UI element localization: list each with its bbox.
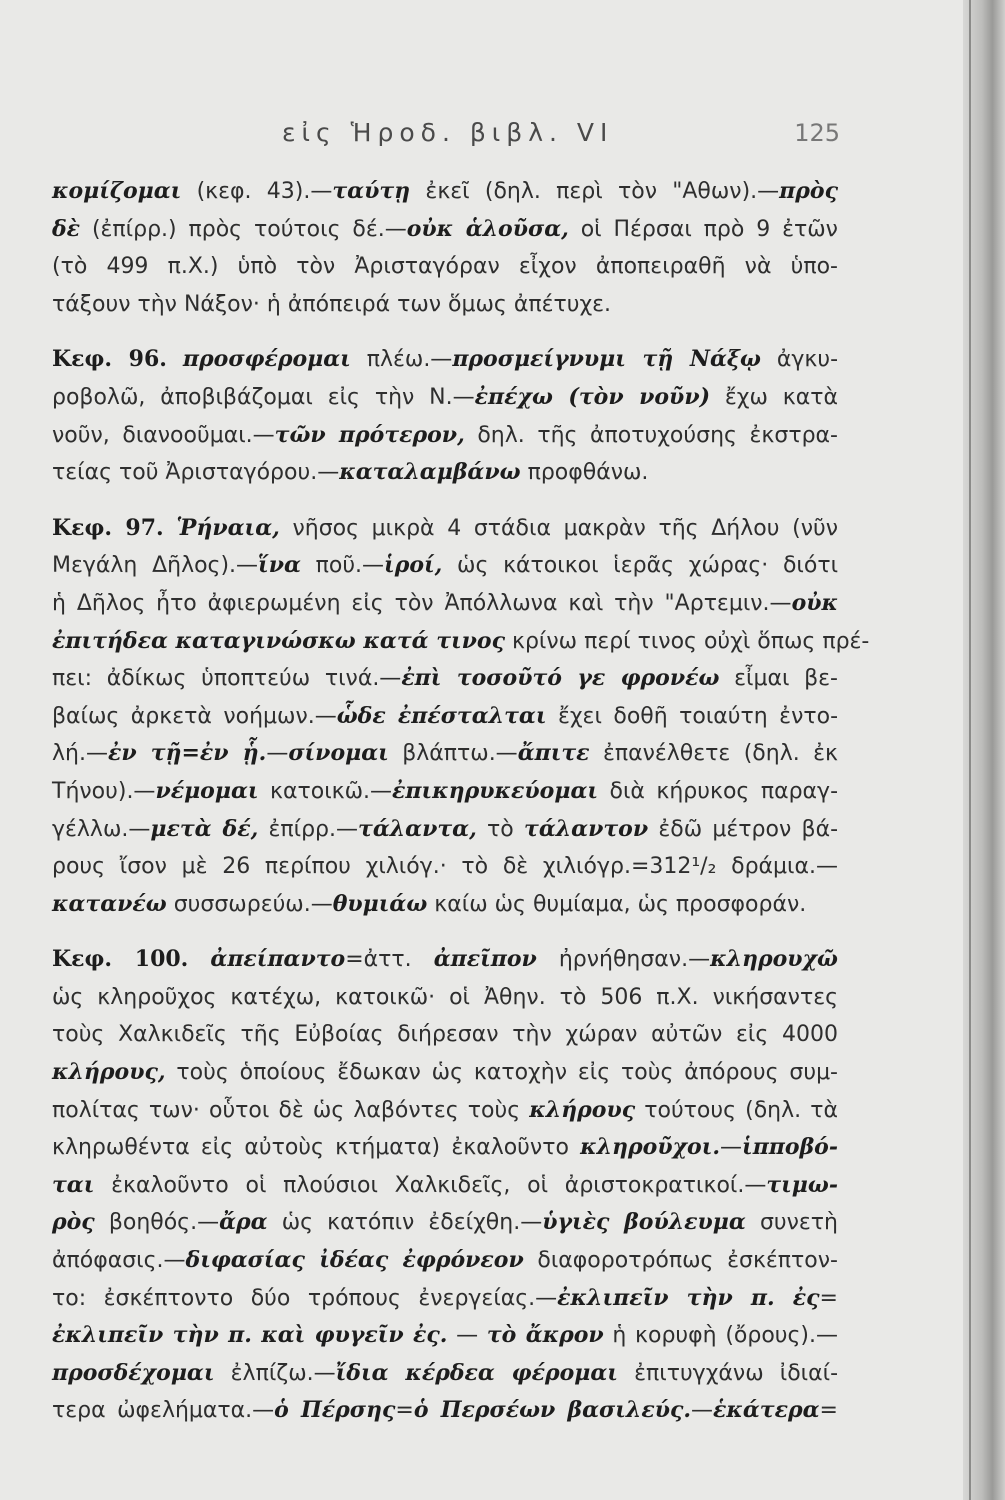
gloss-term: κομίζομαι	[52, 178, 182, 204]
gloss-term: ἵνα	[258, 552, 301, 579]
text-line	[52, 660, 838, 698]
gloss-text: εἶμαι βε-	[719, 666, 838, 692]
text-line	[52, 735, 838, 773]
gloss-term: ἐπέχω (τὸν νοῦν)	[474, 383, 710, 410]
gloss-text: λή.—	[52, 741, 108, 767]
gloss-term: τιμω-	[766, 1171, 838, 1198]
gloss-text: ἐλπίζω.—	[214, 1360, 336, 1386]
gloss-term: ται	[52, 1171, 95, 1198]
text-line	[52, 698, 838, 736]
gloss-text: (ἐπίρρ.) πρὸς τούτοις δέ.—	[80, 216, 407, 242]
gloss-text: τερα ὠφελήματα.—	[52, 1398, 275, 1424]
gloss-text: συσσωρεύω.—	[166, 891, 333, 917]
gloss-term: τῶν πρότερον,	[274, 421, 465, 448]
gloss-term: κλήρους	[529, 1096, 636, 1123]
gloss-text: νοῦν, διανοοῦμαι.—	[52, 422, 275, 448]
gloss-text: ὡς κατόπιν ἐδείχθη.—	[267, 1210, 543, 1236]
gloss-term: ἀπεῖπον	[433, 946, 537, 973]
gloss-term: κληρουχῶ	[710, 946, 838, 973]
gloss-term: οὐκ ἁλοῦσα,	[406, 215, 569, 242]
gloss-term: ὧδε ἐπέσταλται	[336, 702, 547, 729]
gloss-text: ὡς κληροῦχος κατέχω, κατοικῶ· οἱ Ἀθην. τὸ 506 π.Χ. νικήσαντες	[52, 984, 838, 1010]
gloss-term: ἄρα	[219, 1209, 268, 1236]
gloss-text: ἐκεῖ (δηλ. περὶ τὸν "Αθων).—	[410, 179, 780, 204]
text-line	[52, 510, 838, 548]
gloss-text: δηλ. τῆς ἀποτυχούσης ἐκστρα-	[464, 422, 838, 448]
text-line	[52, 547, 838, 585]
text-line	[52, 941, 838, 979]
gloss-text: βλάπτω.—	[388, 741, 518, 767]
gloss-text: =	[395, 1398, 414, 1424]
gloss-text: ποῦ.—	[300, 553, 385, 579]
gloss-text: τὸ	[476, 816, 525, 842]
gloss-text: το: ἐσκέπτοντο δύο τρόπους ἐνεργείας.—	[52, 1285, 558, 1311]
gloss-text: κρίνω περί τινος οὐχὶ ὅπως πρέ-	[505, 628, 870, 654]
text-line	[52, 1167, 838, 1205]
gloss-text: πει: ἀδίκως ὑποπτεύω τινά.—	[52, 666, 402, 692]
gloss-text: Μεγάλη Δῆλος).—	[52, 553, 259, 579]
gloss-term: ἐκλιπεῖν τὴν π. καὶ φυγεῖν ἐς.	[52, 1322, 448, 1349]
gloss-text: πολίτας των· οὗτοι δὲ ὡς λαβόντες τοὺς	[52, 1097, 530, 1123]
gloss-text: πλέω.—	[350, 347, 453, 373]
gloss-text: —	[447, 1323, 487, 1349]
gloss-term: μετὰ δέ,	[150, 815, 259, 842]
gloss-text: γέλλω.—	[52, 816, 151, 842]
gloss-term: πρὸς	[779, 178, 838, 204]
gloss-text: =	[819, 1398, 838, 1424]
gloss-term: ρὸς	[52, 1209, 95, 1236]
text-line	[52, 886, 838, 924]
gloss-text: ἐπανέλθετε (δηλ. ἐκ	[589, 741, 838, 767]
gloss-term: οὐκ	[791, 589, 838, 616]
gloss-text: προφθάνω.	[520, 460, 649, 486]
page-edge-line	[969, 0, 971, 1500]
text-line	[52, 585, 838, 623]
gloss-text: ἀγκυ-	[760, 347, 839, 373]
page-header	[50, 118, 840, 152]
gloss-term: νέμομαι	[155, 777, 259, 804]
gloss-term: ὁ Περσέων βασιλεύς.	[413, 1397, 692, 1424]
gloss-text: —	[720, 1135, 743, 1161]
gloss-term: δὲ	[52, 215, 81, 242]
gloss-term: ἄπιτε	[517, 740, 590, 767]
text-line	[52, 211, 838, 249]
gloss-term: τὸ ἄκρον	[486, 1322, 604, 1349]
gloss-text: βαίως ἀρκετὰ νοήμων.—	[52, 703, 337, 729]
gloss-term: κλήρους,	[52, 1059, 166, 1086]
text-line	[52, 979, 838, 1017]
text-line	[52, 1016, 838, 1054]
paragraph-gap	[52, 923, 838, 941]
text-line	[52, 1054, 838, 1092]
chapter-label: Κεφ. 97.	[52, 514, 164, 541]
gloss-term: ἑκάτερα	[713, 1397, 820, 1424]
page-body	[52, 173, 870, 1430]
gloss-text: τοὺς Χαλκιδεῖς τῆς Εὐβοίας διήρεσαν τὴν χώραν αὐτῶν εἰς 4000	[52, 1022, 838, 1048]
gloss-text: ἔχει δοθῆ τοιαύτη ἐντο-	[546, 703, 839, 729]
gloss-text: τάξουν τὴν Νάξον· ἡ ἀπόπειρά των ὅμως ἀπέτυχε.	[52, 291, 612, 317]
text-line	[52, 1392, 838, 1430]
gloss-term: κατανέω	[52, 890, 167, 917]
gloss-term: ἴδια κέρδεα φέρομαι	[335, 1359, 618, 1386]
gloss-text: ἐπίρρ.—	[258, 816, 359, 842]
text-line	[52, 1129, 838, 1167]
text-line	[52, 454, 838, 492]
text-line	[52, 1204, 838, 1242]
gloss-text: διὰ κήρυκος παραγ-	[598, 778, 839, 804]
gloss-term: ἐπιτήδεα καταγινώσκω κατά τινος	[52, 627, 505, 654]
gloss-term: προσδέχομαι	[52, 1359, 215, 1386]
gloss-term: ὑγιὲς βούλευμα	[542, 1209, 746, 1236]
gloss-text: βοηθός.—	[94, 1210, 220, 1236]
gloss-text: τοὺς ὁποίους ἔδωκαν ὡς κατοχὴν εἰς τοὺς ἀπόρους συμ-	[165, 1060, 838, 1086]
gloss-text: οἱ Πέρσαι πρὸ 9 ἐτῶν	[568, 216, 838, 242]
gloss-text: ἐδῶ μέτρον βά-	[648, 816, 839, 842]
text-line	[52, 341, 838, 379]
gloss-text	[167, 347, 183, 372]
gloss-text: κληρωθέντα εἰς αὐτοὺς κτήματα) ἐκαλοῦντο	[52, 1135, 581, 1161]
text-line	[52, 1242, 838, 1280]
gloss-text: ἠρνήθησαν.—	[536, 947, 711, 973]
text-line	[52, 848, 838, 886]
gloss-term: κληροῦχοι.	[580, 1134, 721, 1161]
gloss-term: τάλαντα,	[358, 815, 477, 842]
gloss-term: ἀπείπαντο	[210, 946, 346, 973]
chapter-label: Κεφ. 96.	[52, 346, 167, 373]
gloss-term: διφασίας ἰδέας ἐφρόνεον	[185, 1247, 524, 1274]
gloss-term: ἱροί,	[384, 552, 443, 579]
paragraph-gap	[52, 492, 838, 510]
gloss-text: ἐκαλοῦντο οἱ πλούσιοι Χαλκιδεῖς, οἱ ἀριστοκρατικοί.—	[94, 1172, 767, 1198]
gloss-text: =	[819, 1285, 838, 1311]
chapter-label: Κεφ. 100.	[52, 946, 189, 973]
gloss-term: προσφέρομαι	[182, 346, 351, 373]
text-line	[52, 623, 870, 661]
gloss-text: καίω ὡς θυμίαμα, ὡς προσφοράν.	[427, 891, 807, 917]
text-line	[52, 1355, 838, 1393]
text-line	[52, 248, 838, 286]
gloss-text: ὡς κάτοικοι ἱερᾶς χώρας· διότι	[442, 553, 839, 579]
gloss-text: κατοικῶ.—	[258, 778, 393, 804]
gloss-text: διαφοροτρόπως ἐσκέπτον-	[523, 1248, 838, 1274]
gloss-text: Τήνου).—	[52, 778, 156, 804]
gloss-term: ἐκλιπεῖν τὴν π. ἐς	[557, 1284, 820, 1311]
text-line	[52, 811, 838, 849]
gloss-text: (κεφ. 43).—	[181, 179, 333, 204]
gloss-term: ἱπποβό-	[742, 1134, 838, 1161]
gloss-term: τάλαντον	[524, 815, 649, 842]
paragraph-gap	[52, 323, 838, 341]
running-head: εἰς Ἡροδ. βιβλ. VI	[282, 118, 614, 147]
gloss-text: τούτους (δηλ. τὰ	[635, 1097, 838, 1123]
gloss-term: ἐπὶ τοσοῦτό γε φρονέω	[401, 665, 720, 692]
gloss-term: Ῥήναια,	[176, 514, 280, 541]
gloss-term: ἐπικηρυκεύομαι	[392, 777, 599, 804]
gloss-term: ὁ Πέρσης	[274, 1397, 396, 1424]
text-line	[52, 1280, 838, 1318]
gloss-term: καταλαμβάνω	[339, 459, 521, 486]
gloss-term: σίνομαι	[288, 740, 389, 767]
gloss-text: ροβολῶ, ἀποβιβάζομαι εἰς τὴν Ν.—	[52, 384, 475, 410]
text-line	[52, 417, 838, 455]
text-line	[52, 286, 838, 324]
gloss-text: —	[266, 741, 289, 767]
gloss-text: ἀπόφασις.—	[52, 1248, 186, 1274]
text-line	[52, 173, 838, 211]
gloss-text: ἔχω κατὰ	[710, 384, 838, 410]
gloss-text	[164, 516, 177, 541]
gloss-text: (τὸ 499 π.Χ.) ὑπὸ τὸν Ἀρισταγόραν εἶχον ἀποπειραθῆ νὰ ὑπο-	[52, 254, 838, 280]
gloss-text: ρους ἴσον μὲ 26 περίπου χιλιόγ.· τὸ δὲ χιλιόγρ.=312¹/₂ δράμια.—	[52, 854, 838, 880]
page-number: 125	[794, 119, 840, 147]
gloss-text	[188, 947, 210, 972]
gloss-text: νῆσος μικρὰ 4 στάδια μακρὰν τῆς Δήλου (νῦν	[279, 515, 839, 541]
gloss-term: προσμείγνυμι τῇ Νάξῳ	[452, 346, 761, 373]
gloss-text: —	[691, 1398, 714, 1424]
gloss-text: ἡ κορυφὴ (ὄρους).—	[603, 1323, 839, 1349]
gloss-term: θυμιάω	[332, 890, 428, 917]
text-line	[52, 1092, 838, 1130]
text-line	[52, 1317, 838, 1355]
gloss-text: τείας τοῦ Ἀρισταγόρου.—	[52, 460, 340, 486]
gloss-term: ταύτῃ	[332, 178, 411, 204]
gloss-text: =ἀττ.	[345, 947, 434, 973]
gloss-term: ἐν τῇ=ἐν ᾗ.	[107, 740, 267, 767]
gloss-text: συνετὴ	[745, 1210, 838, 1236]
gloss-text: ἐπιτυγχάνω ἰδιαί-	[617, 1360, 839, 1386]
text-line	[52, 379, 838, 417]
text-line	[52, 773, 838, 811]
gloss-text: ἡ Δῆλος ἦτο ἀφιερωμένη εἰς τὸν Ἀπόλλωνα καὶ τὴν "Αρτεμιν.—	[52, 590, 792, 616]
